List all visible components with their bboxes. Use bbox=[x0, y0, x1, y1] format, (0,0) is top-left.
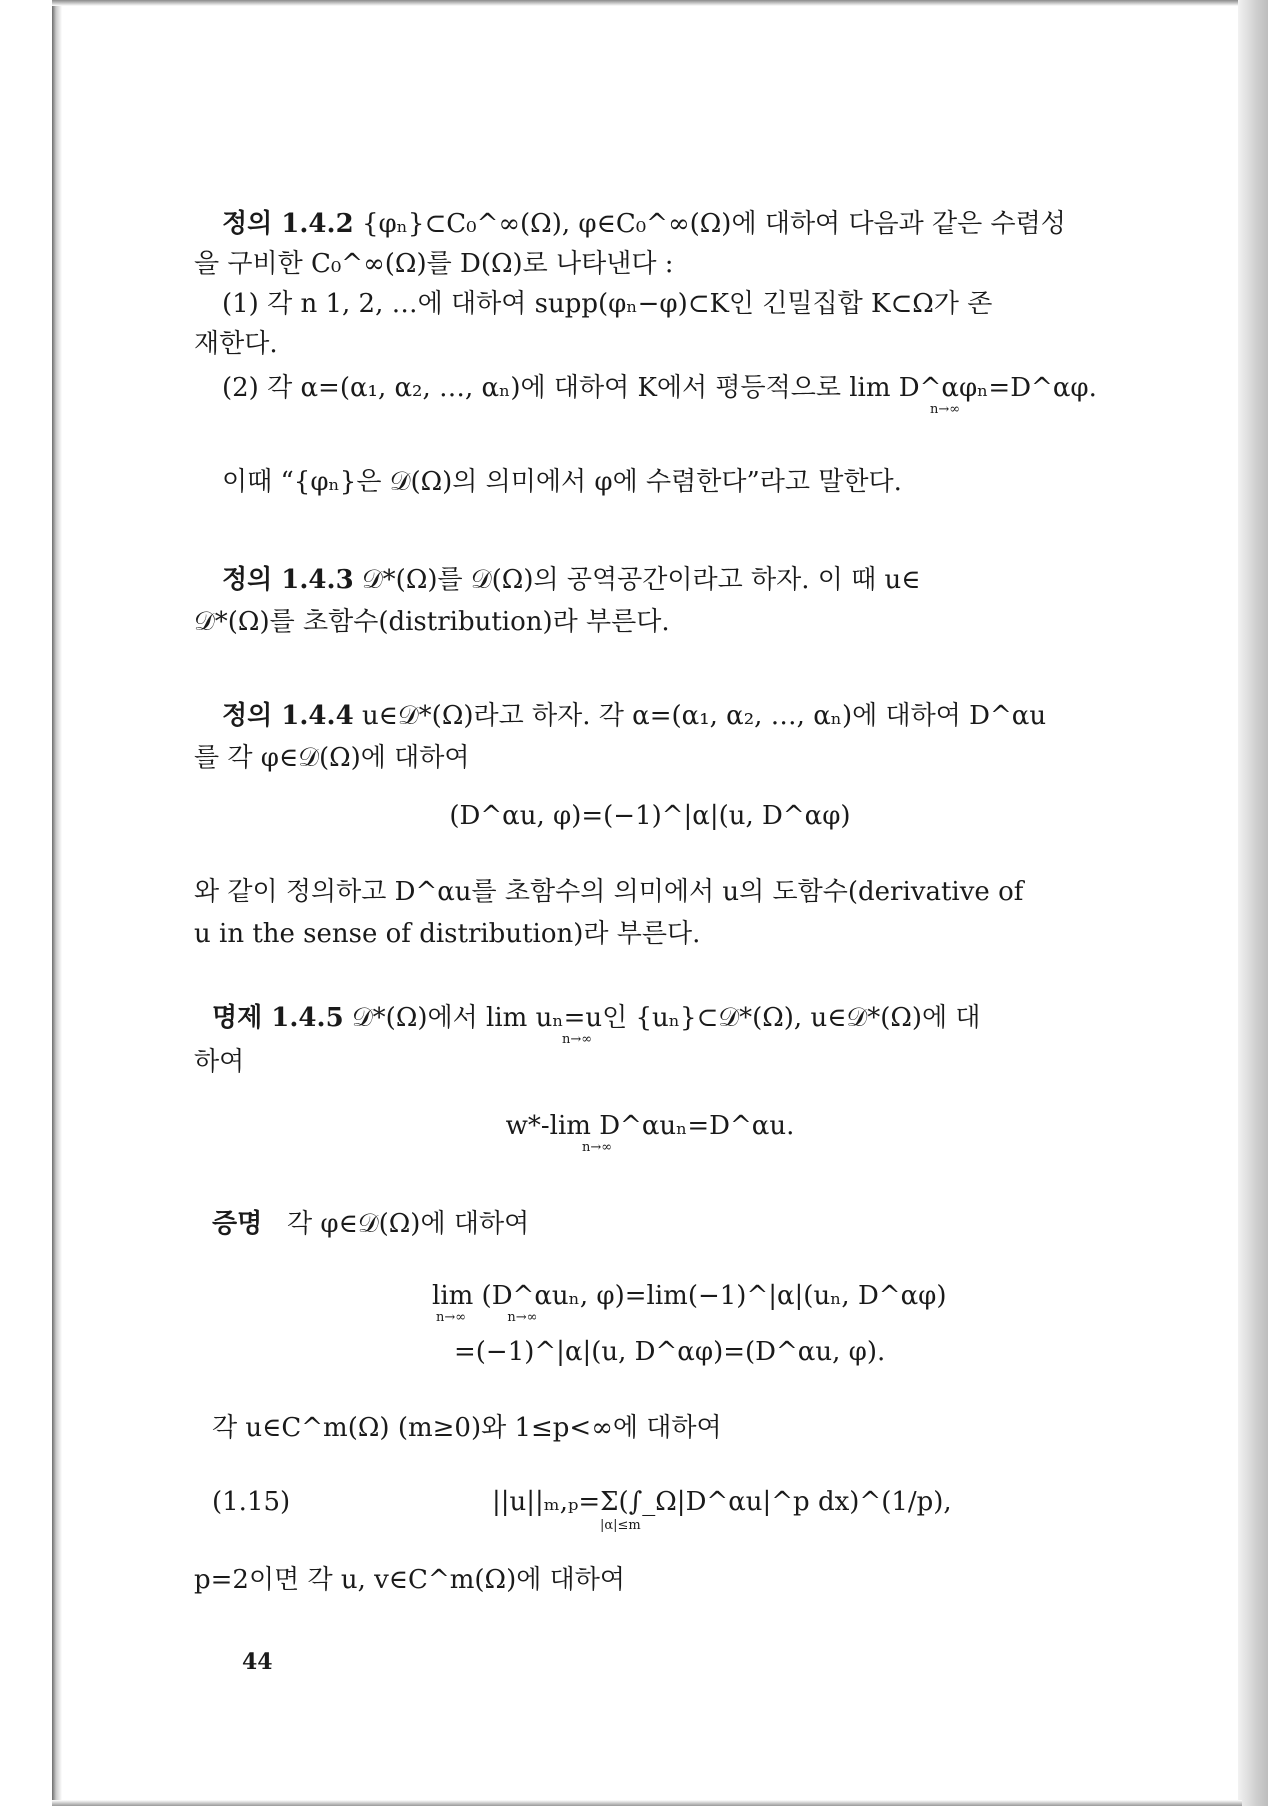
proof-text-1: 각 φ∈𝒟(Ω)에 대하여 bbox=[287, 1209, 530, 1239]
def-142-line-1 bbox=[222, 208, 1066, 240]
def-143-text-1: 𝒟*(Ω)를 𝒟(Ω)의 공역공간이라고 하자. 이 때 u∈ bbox=[361, 565, 921, 595]
prop-145-limit-subscript: n→∞ bbox=[562, 1032, 593, 1047]
prop-145-line-1 bbox=[212, 1002, 981, 1034]
def-142-item-1-line-2: 재한다. bbox=[194, 329, 278, 359]
proof-equation-1-subscripts: n→∞ n→∞ bbox=[436, 1310, 538, 1325]
book-page bbox=[62, 6, 1238, 1800]
def-143-label: 정의 1.4.3 bbox=[222, 565, 354, 595]
equation-number-1-15: (1.15) bbox=[212, 1487, 291, 1517]
def-144-line-2: 를 각 φ∈𝒟(Ω)에 대하여 bbox=[194, 743, 470, 773]
norm-equation: ||u||ₘ,ₚ=Σ(∫_Ω|D^αu|^p dx)^(1/p), bbox=[492, 1487, 952, 1517]
scan-bottom-edge bbox=[52, 1800, 1242, 1806]
def-144-line-1 bbox=[222, 700, 1046, 732]
scan-right-edge bbox=[1238, 0, 1268, 1806]
def-144-label: 정의 1.4.4 bbox=[222, 701, 354, 731]
proof-line-1 bbox=[212, 1208, 529, 1240]
prop-145-line-2: 하여 bbox=[194, 1047, 245, 1077]
def-143-line-1 bbox=[222, 564, 920, 596]
proof-equation-2: =(−1)^|α|(u, D^αφ)=(D^αu, φ). bbox=[454, 1337, 886, 1367]
def-142-label: 정의 1.4.2 bbox=[222, 209, 354, 239]
norm-intro: 각 u∈C^m(Ω) (m≥0)와 1≤p<∞에 대하여 bbox=[212, 1413, 722, 1443]
prop-145-text-1: 𝒟*(Ω)에서 lim uₙ=u인 {uₙ}⊂𝒟*(Ω), u∈𝒟*(Ω)에 대 bbox=[351, 1003, 981, 1033]
page-number: 44 bbox=[242, 1649, 273, 1675]
def-142-line-2: 을 구비한 C₀^∞(Ω)를 D(Ω)로 나타낸다 : bbox=[194, 249, 674, 279]
proof-equation-1: lim (D^αuₙ, φ)=lim(−1)^|α|(uₙ, D^αφ) bbox=[432, 1281, 947, 1311]
proof-label: 증명 bbox=[212, 1209, 263, 1239]
def-142-item-2: (2) 각 α=(α₁, α₂, …, αₙ)에 대하여 K에서 평등적으로 lim D^αφₙ=D^αφ. bbox=[222, 373, 1097, 403]
norm-last-line: p=2이면 각 u, v∈C^m(Ω)에 대하여 bbox=[194, 1565, 625, 1595]
scan-left-edge bbox=[52, 0, 62, 1806]
def-144-text-1: u∈𝒟*(Ω)라고 하자. 각 α=(α₁, α₂, …, αₙ)에 대하여 D^αu bbox=[361, 701, 1047, 731]
def-144-formula: (D^αu, φ)=(−1)^|α|(u, D^αφ) bbox=[449, 801, 851, 831]
norm-equation-subscript: |α|≤m bbox=[600, 1518, 641, 1533]
def-144-line-4: u in the sense of distribution)라 부른다. bbox=[194, 919, 701, 949]
def-144-line-3: 와 같이 정의하고 D^αu를 초함수의 의미에서 u의 도함수(derivative of bbox=[194, 877, 1024, 907]
def-142-item-1-line-1: (1) 각 n 1, 2, …에 대하여 supp(φₙ−φ)⊂K인 긴밀집합 K⊂Ω가 존 bbox=[222, 289, 993, 319]
def-143-line-2: 𝒟*(Ω)를 초함수(distribution)라 부른다. bbox=[194, 607, 670, 637]
def-142-item-2-limit-subscript: n→∞ bbox=[930, 402, 961, 417]
prop-145-formula: w*-lim D^αuₙ=D^αu. bbox=[505, 1111, 795, 1141]
prop-145-label: 명제 1.4.5 bbox=[212, 1003, 344, 1033]
prop-145-formula-subscript: n→∞ bbox=[582, 1140, 613, 1155]
def-142-text-1: {φₙ}⊂C₀^∞(Ω), φ∈C₀^∞(Ω)에 대하여 다음과 같은 수렴성 bbox=[361, 209, 1066, 239]
def-142-note: 이때 “{φₙ}은 𝒟(Ω)의 의미에서 φ에 수렴한다”라고 말한다. bbox=[222, 467, 902, 497]
